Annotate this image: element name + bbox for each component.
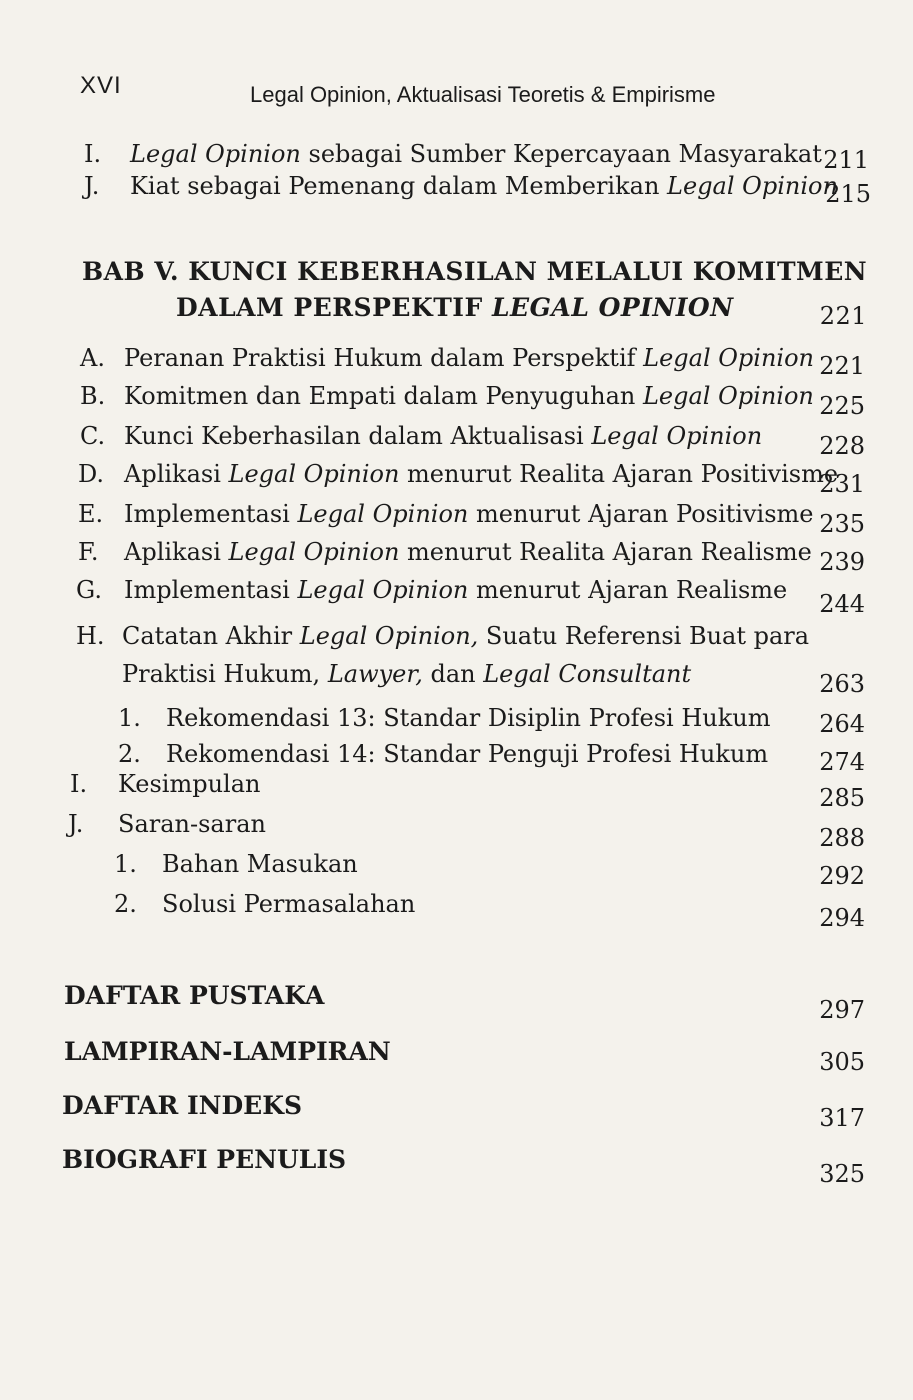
chapter-heading-line1 xyxy=(0,254,913,290)
entry-label: D. xyxy=(78,460,105,488)
entry-page: 225 xyxy=(819,392,865,420)
entry-label: G. xyxy=(76,576,102,604)
toc-entry-g xyxy=(0,572,913,618)
entry-page: 239 xyxy=(819,548,865,576)
entry-title: Rekomendasi 14: Standar Penguji Profesi Hukum xyxy=(166,740,769,768)
entry-title: Kiat sebagai Pemenang dalam Memberikan Legal Opinion xyxy=(130,172,838,200)
entry-title: Rekomendasi 13: Standar Disiplin Profesi Hukum xyxy=(166,704,771,732)
entry-label: I. xyxy=(84,140,102,168)
entry-title-cont: Praktisi Hukum, Lawyer, dan Legal Consultant xyxy=(122,660,692,688)
running-title: Legal Opinion, Aktualisasi Teoretis & Empirisme xyxy=(250,82,716,107)
entry-page: 288 xyxy=(819,824,865,852)
entry-title: Implementasi Legal Opinion menurut Ajaran Positivisme xyxy=(124,500,814,528)
entry-label: F. xyxy=(78,538,99,566)
chapter-title-cont: DALAM PERSPEKTIF LEGAL OPINION xyxy=(176,293,734,322)
entry-title: Aplikasi Legal Opinion menurut Realita Ajaran Positivisme xyxy=(124,460,839,488)
toc-entry-a xyxy=(0,340,913,380)
entry-page: 305 xyxy=(819,1048,865,1076)
toc-back-biografi xyxy=(0,1142,913,1188)
entry-page: 325 xyxy=(819,1160,865,1188)
toc-entry-h1 xyxy=(0,700,913,736)
entry-title: Aplikasi Legal Opinion menurut Realita Ajaran Realisme xyxy=(124,538,812,566)
entry-page: 317 xyxy=(819,1104,865,1132)
entry-page: 235 xyxy=(819,510,865,538)
entry-page: 228 xyxy=(819,432,865,460)
toc-back-lampiran xyxy=(0,1034,913,1076)
entry-title: Kunci Keberhasilan dalam Aktualisasi Legal Opinion xyxy=(124,422,763,450)
entry-page: 263 xyxy=(819,670,865,698)
entry-page: 264 xyxy=(819,710,865,738)
toc-entry-h-cont xyxy=(0,656,913,698)
entry-title: Legal Opinion sebagai Sumber Kepercayaan Masyarakat xyxy=(130,140,822,168)
entry-title: Peranan Praktisi Hukum dalam Perspektif Legal Opinion xyxy=(124,344,815,372)
entry-page: 294 xyxy=(819,904,865,932)
entry-label: 1. xyxy=(118,704,141,732)
page-header xyxy=(80,70,853,110)
entry-label: 2. xyxy=(118,740,141,768)
toc-entry-j2-1 xyxy=(0,846,913,890)
entry-label: A. xyxy=(80,344,105,372)
entry-title: BIOGRAFI PENULIS xyxy=(62,1145,347,1174)
entry-label: C. xyxy=(80,422,106,450)
toc-entry-j2-2 xyxy=(0,886,913,932)
page-number-roman: XVI xyxy=(80,72,122,99)
entry-title: Komitmen dan Empati dalam Penyuguhan Legal Opinion xyxy=(124,382,814,410)
entry-page: 285 xyxy=(819,784,865,812)
toc-entry-d xyxy=(0,456,913,498)
toc-entry-i xyxy=(0,136,913,172)
entry-label: 1. xyxy=(114,850,137,878)
entry-label: J. xyxy=(68,810,84,838)
entry-title: LAMPIRAN-LAMPIRAN xyxy=(64,1037,391,1066)
entry-page: 221 xyxy=(819,352,865,380)
toc-entry-f xyxy=(0,534,913,576)
entry-page: 211 xyxy=(823,146,869,174)
entry-title: DAFTAR INDEKS xyxy=(62,1091,303,1120)
toc-back-indeks xyxy=(0,1088,913,1132)
entry-title: Kesimpulan xyxy=(118,770,261,798)
entry-page: 231 xyxy=(819,470,865,498)
entry-title: Saran-saran xyxy=(118,810,266,838)
entry-page: 274 xyxy=(819,748,865,776)
toc-entry-e xyxy=(0,496,913,538)
entry-label: B. xyxy=(80,382,106,410)
toc-back-daftar-pustaka xyxy=(0,978,913,1024)
entry-title: DAFTAR PUSTAKA xyxy=(64,981,325,1010)
entry-page: 244 xyxy=(819,590,865,618)
entry-title: Solusi Permasalahan xyxy=(162,890,416,918)
entry-label: 2. xyxy=(114,890,137,918)
toc-entry-j xyxy=(0,168,913,208)
toc-entry-h xyxy=(0,618,913,654)
toc-entry-c xyxy=(0,418,913,460)
entry-page: 297 xyxy=(819,996,865,1024)
entry-title: Bahan Masukan xyxy=(162,850,358,878)
entry-page: 215 xyxy=(825,180,871,208)
entry-label: J. xyxy=(84,172,100,200)
toc-entry-b xyxy=(0,378,913,420)
entry-label: E. xyxy=(78,500,104,528)
entry-label: I. xyxy=(70,770,88,798)
entry-title: Implementasi Legal Opinion menurut Ajaran Realisme xyxy=(124,576,788,604)
chapter-title: BAB V. KUNCI KEBERHASILAN MELALUI KOMITMEN xyxy=(82,257,868,286)
entry-title: Catatan Akhir Legal Opinion, Suatu Referensi Buat para xyxy=(122,622,810,650)
chapter-heading-line2 xyxy=(0,290,913,330)
entry-page: 292 xyxy=(819,862,865,890)
toc-entry-j2 xyxy=(0,806,913,852)
toc-entry-i2 xyxy=(0,766,913,812)
chapter-page: 221 xyxy=(819,302,867,330)
entry-label: H. xyxy=(76,622,105,650)
